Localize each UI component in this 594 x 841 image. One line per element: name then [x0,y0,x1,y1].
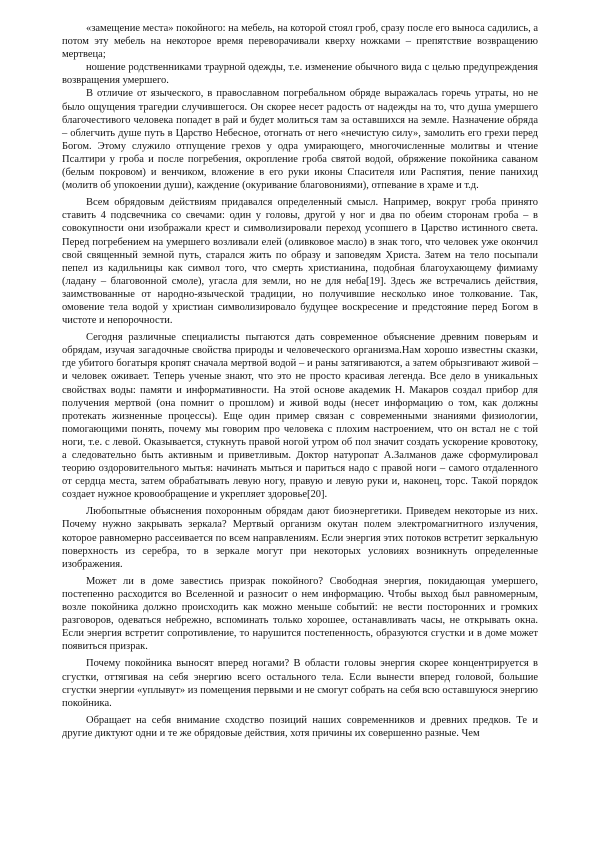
document-body [62,22,538,740]
paragraph: Почему покойника выносят вперед ногами? В области головы энергия скорее концентрируется в сгустки, оттягивая на себя энергию всего остального тела. Если вынести вперед головой, большие сгустки энергии «уплывут» из помещения первыми и не смогут собрать на себя всю оставшуюся энергию покойника. [62,658,538,709]
paragraph: «замещение места» покойного: на мебель, на которой стоял гроб, сразу после его выноса садились, а потом эту мебель на некоторое время переворачивали кверху ножками – препятствие возвращению мертвеца; [62,23,538,61]
paragraph: Обращает на себя внимание сходство позиций наших современников и древних предков. Те и другие диктуют одни и те же обрядовые действия, хотя причины их совершенно разные. Чем [62,714,538,739]
paragraph: Любопытные объяснения похоронным обрядам дают биоэнергетики. Приведем некоторые из них. Почему нужно закрывать зеркала? Мертвый организм окутан полем электромагнитного излучения, которое равномерно рассеивается по всем направлениям. Если энергия этих потоков встретит зеркальную поверхность из серебра, то в зеркале могут при некоторых условиях возникнуть определенные изображения. [62,506,538,570]
paragraph: В отличие от языческого, в православном погребальном обряде выражалась горечь утраты, но не было ощущения трагедии случившегося. Он скорее несет радость от надежды на то, что душа умершего благочестивого человека попадет в рай и будет молиться там за оставшихся на земле. Назначение обряда – облегчить душе путь в Царство Небесное, отогнать от него «нечистую силу», замолить его грехи перед Богом. Этому служило отпущение грехов у одра умирающего, многочисленные молитвы и чтение Псалтири у гроба и после погребения, окропление гроба святой водой, обряжение покойника саваном (белым покровом) и венчиком, вложение в его руки иконы Спасителя или Распятия, пение панихид (молитв об упокоении души), каждение (окуривание благовониями), отпевание в храме и т.д. [62,88,538,192]
paragraph: Всем обрядовым действиям придавался определенный смысл. Например, вокруг гроба принято ставить 4 подсвечника со свечами: один у головы, другой у ног и два по обеим сторонам гроба – в совокупности они изображали крест и символизировали переход усопшего в Царство истинного света. Перед погребением на умершего возливали елей (оливковое масло) в знак того, что человек уже окончил свой священный земной путь, старался жить по образу и заповедям Христа. Затем на тело посыпали пепел из кадильницы как символ того, что смерть христианина, подобная благоухающему фимиаму (ладану – благовонной смоле), угасла для земли, но не для неба[19]. Здесь же встречались действия, заимствованные от народно-языческой традиции, но получившие несколько иное толкование. Так, омовение тела водой у христиан символизировало будущее воскресение и предстояние перед Богом в чистоте и непорочности. [62,197,538,327]
paragraph: Может ли в доме завестись призрак покойного? Свободная энергия, покидающая умершего, постепенно расходится во Вселенной и разносит о нем информацию. Чтобы выход был равномерным, возле покойника должно происходить как можно меньше событий: не вести посторонних и громких разговоров, одеваться небрежно, вспоминать только хорошее, останавливать часы, не открывать окна. Если энергия встретит сопротивление, то нарушится постепенность, образуются сгустки и в доме может появиться призрак. [62,575,538,653]
paragraph: ношение родственниками траурной одежды, т.е. изменение обычного вида с целью предупреждения возвращения умершего. [62,62,538,87]
paragraph: Сегодня различные специалисты пытаются дать современное объяснение древним поверьям и обрядам, изучая загадочные свойства природы и человеческого организма.Нам хорошо известны сказки, где убитого богатыря кропят сначала мертвой водой – и раны затягиваются, а затем обрызгивают живой – и человек оживает. Теперь ученые знают, что это не просто красивая легенда. Все дело в уникальных свойствах воды: памяти и информативности. На этой основе академик Н. Макаров создал прибор для получения мертвой (она помнит о прошлом) и живой воды (несет информацию о том, как должны протекать жизненные процессы). Еще один пример связан с современными знаниями физиологии, помогающими понять, почему мы говорим про человека с плохим настроением, что он встал не с той ноги, т.е. с левой. Оказывается, стукнуть правой ногой утром об пол значит создать ускорение кровотоку, а следовательно быть активным и приветливым. Доктор натуропат А.Залманов даже сформулировал теорию оздоровительного мытья: начинать мыться и париться надо с правой ноги – самого отдаленного от сердца места, затем обрабатывать левую ногу, правую и левую руки и, наконец, торс. Такой порядок создает нужное кровообращение и укрепляет здоровье[20]. [62,332,538,501]
